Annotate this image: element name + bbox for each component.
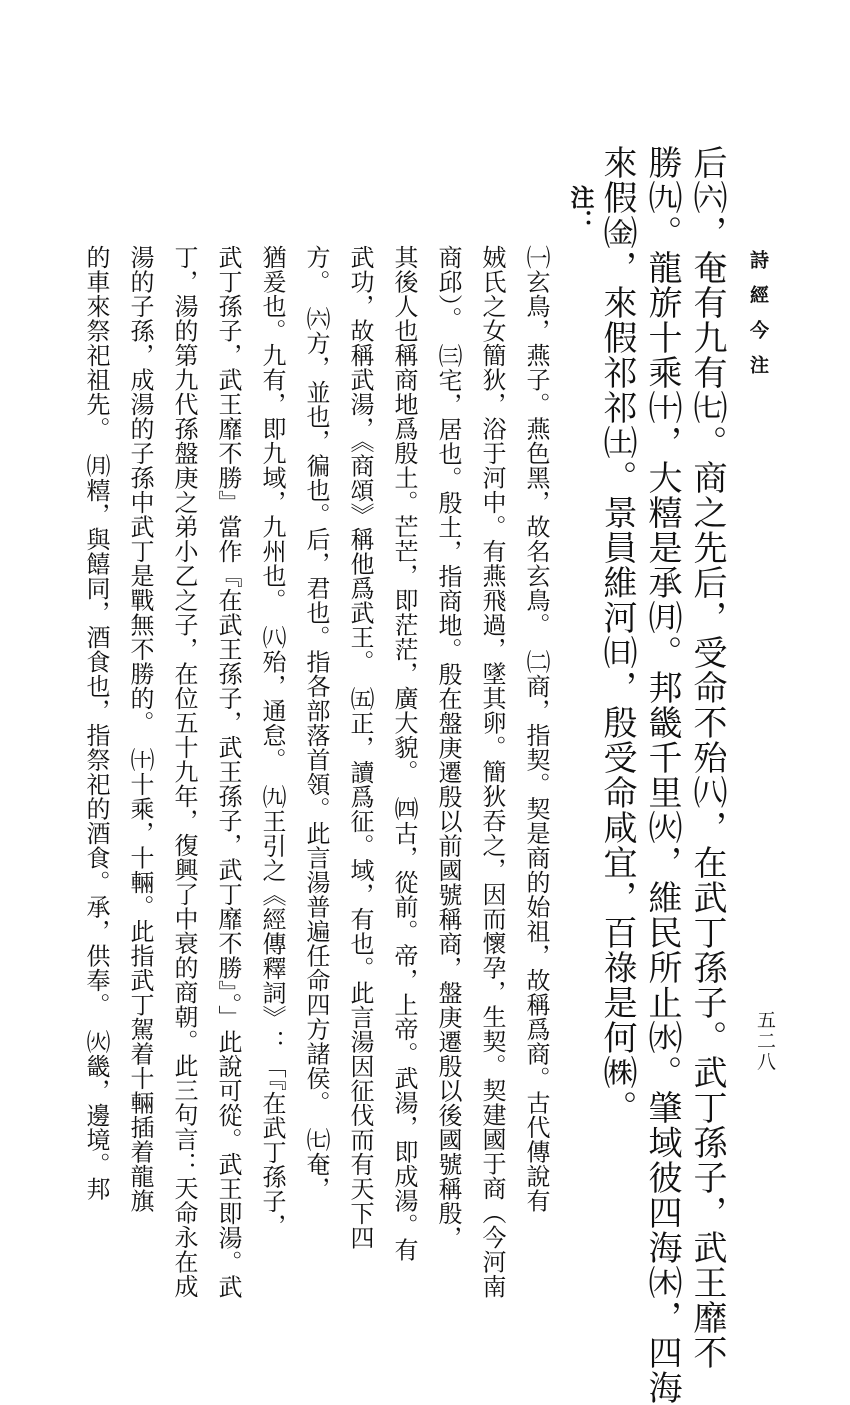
verse-line: 來假㈮，來假祁祁㈯。景員維河㈰，殷受命咸宜，百祿是何㈱。	[597, 145, 637, 1125]
note-line: 方。 ㈥方，並也，徧也。后，君也。指各部落首領。此言湯普遍任命四方諸侯。 ㈦奄，	[302, 245, 330, 1201]
note-line: 猶爰也。九有，即九域，九州也。 ㈧殆，通怠。 ㈨王引之《經傳釋詞》：「『在武丁孫子，	[258, 245, 286, 1238]
page-number: 五二八	[754, 1010, 776, 1073]
notes-label: 注：	[566, 185, 595, 233]
note-line: 武功，故稱武湯，《商頌》稱他爲武王。 ㈤正，讀爲征。域，有也。此言湯因征伐而有天下四	[346, 245, 374, 1250]
note-line: 武丁孫子，武王靡不勝』當作『在武王孫子，武王孫子，武丁靡不勝』。」此說可從。武王即湯。武	[214, 245, 242, 1299]
note-line: 湯的子孫，成湯的子孫中武丁是戰無不勝的。 ㈩十乘，十輛。此指武丁駕着十輛插着龍旗	[126, 245, 154, 1213]
note-line: 其後人也稱商地爲殷土。芒芒，即茫茫，廣大貌。 ㈣古，從前。帝，上帝。武湯，即成湯。有	[390, 245, 418, 1262]
note-line: 娀氏之女簡狄，浴于河中。有燕飛過，墜其卵。簡狄吞之，因而懷孕，生契。契建國于商（今河南	[478, 245, 506, 1299]
note-line: 的車來祭祀祖先。 ㈪糦，與饎同，酒食也，指祭祀的酒食。承，供奉。 ㈫畿，邊境。邦	[82, 245, 110, 1201]
running-header-title: 詩經今注	[747, 250, 769, 390]
verse-line: 后㈥，奄有九有㈦。商之先后，受命不殆㈧，在武丁孫子。武丁孫子，武王靡不	[687, 145, 727, 1370]
note-line: ㈠玄鳥，燕子。燕色黑，故名玄鳥。 ㈡商，指契。契是商的始祖，故稱爲商。古代傳說有	[522, 245, 550, 1213]
verse-line: 勝㈨。龍旂十乘㈩，大糦是承㈪。邦畿千里㈫，維民所止㈬。肇域彼四海㈭，四海	[642, 145, 682, 1405]
note-line: 丁，湯的第九代孫盤庚之弟小乙之子，在位五十九年，復興了中衰的商朝。此三句言：天命永在成	[170, 245, 198, 1299]
note-line: 商邱）。 ㈢宅，居也。殷土，指商地。殷在盤庚遷殷以前國號稱商，盤庚遷殷以後國號稱殷，	[434, 245, 462, 1250]
